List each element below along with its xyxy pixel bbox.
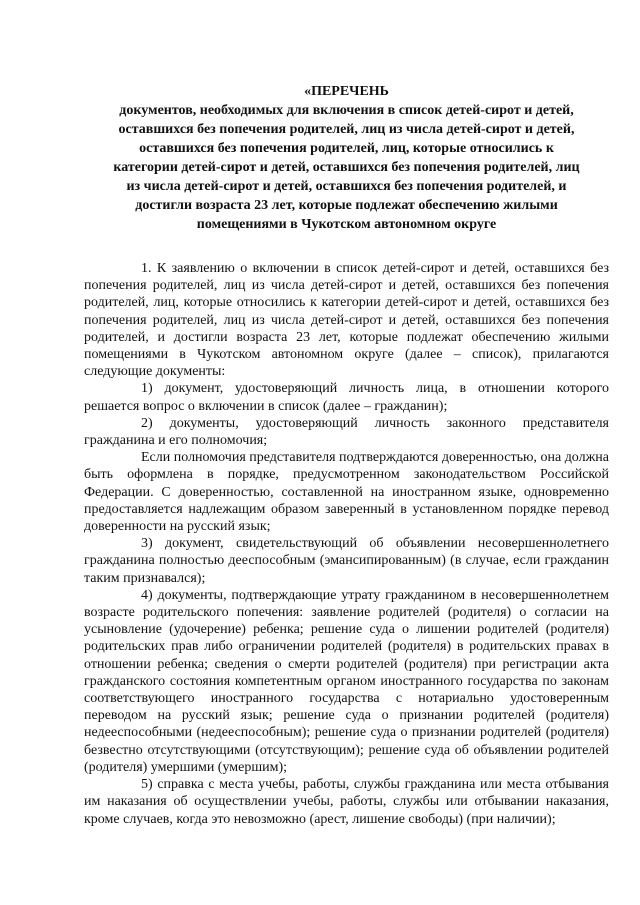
- paragraph-intro: 1. К заявлению о включении в список детей-сирот и детей, оставшихся без попечения родителей, лиц из числа детей-сирот и детей, оставшихся без попечения родителей, лиц, которые относились к категории детей-сирот и детей, оставшихся без попечения родителей, лиц из числа детей-сирот и детей, оставшихся без попечения родителей, и достигли возраста 23 лет, которые подлежат обеспечению жилыми помещениями в Чукотском автономном округе (далее – список), прилагаются следующие документы:: [84, 261, 609, 380]
- paragraph-power-of-attorney: Если полномочия представителя подтверждаются доверенностью, она должна быть оформлена в порядке, предусмотренном законодательством Российской Федерации. С доверенностью, составленной на иностранном языке, одновременно предоставляется надлежащим образом заверенный в установленном порядке перевод доверенности на русский язык;: [84, 450, 609, 535]
- title-line: достигли возраста 23 лет, которые подлежат обеспечению жилыми: [135, 198, 558, 213]
- title-line: оставшихся без попечения родителей, лиц, которые относились к: [139, 141, 554, 156]
- title-line: «ПЕРЕЧЕНЬ: [304, 84, 389, 99]
- paragraph-item-1: 1) документ, удостоверяющий личность лица, в отношении которого решается вопрос о включении в список (далее – гражданин);: [84, 381, 609, 414]
- paragraph-item-3: 3) документ, свидетельствующий об объявлении несовершеннолетнего гражданина полностью дееспособным (эмансипированным) (в случае, если гражданин таким признавался);: [84, 536, 609, 586]
- paragraph-item-4: 4) документы, подтверждающие утрату гражданином в несовершеннолетнем возрасте родительского попечения: заявление родителей (родителя) о согласии на усыновление (удочерение) ребенка; решение суда о лишении родителей (родителя) родительских прав либо ограничении родителей (родителя) в родительских правах в отношении ребенка; сведения о смерти родителей (родителя) при регистрации акта гражданского состояния компетентным органом иностранного государства по законам соответствующего иностранного государства с нотариально удостоверенным переводом на русский язык; решение суда о признании родителей (родителя) недееспособными (недееспособным); решение суда о признании родителей (родителя) безвестно отсутствующими (отсутствующим); решение суда об объявлении родителей (родителя) умершими (умершим);: [84, 587, 609, 775]
- document-title: [84, 82, 609, 234]
- paragraph-item-2: 2) документы, удостоверяющий личность законного представителя гражданина и его полномочия;: [84, 415, 609, 449]
- title-line: из числа детей-сирот и детей, оставшихся без попечения родителей, и: [126, 179, 567, 194]
- title-line: помещениями в Чукотском автономном округе: [196, 217, 497, 232]
- title-line: категории детей-сирот и детей, оставшихся без попечения родителей, лиц: [113, 160, 580, 175]
- paragraph-item-5: 5) справка с места учебы, работы, службы гражданина или места отбывания им наказания об осуществлении учебы, работы, службы или отбывании наказания, кроме случаев, когда это невозможно (арест, лишение свободы) (при наличии);: [84, 777, 609, 827]
- title-line: документов, необходимых для включения в список детей-сирот и детей,: [119, 103, 574, 118]
- title-line: оставшихся без попечения родителей, лиц из числа детей-сирот и детей,: [118, 122, 575, 137]
- document-body: [84, 260, 609, 828]
